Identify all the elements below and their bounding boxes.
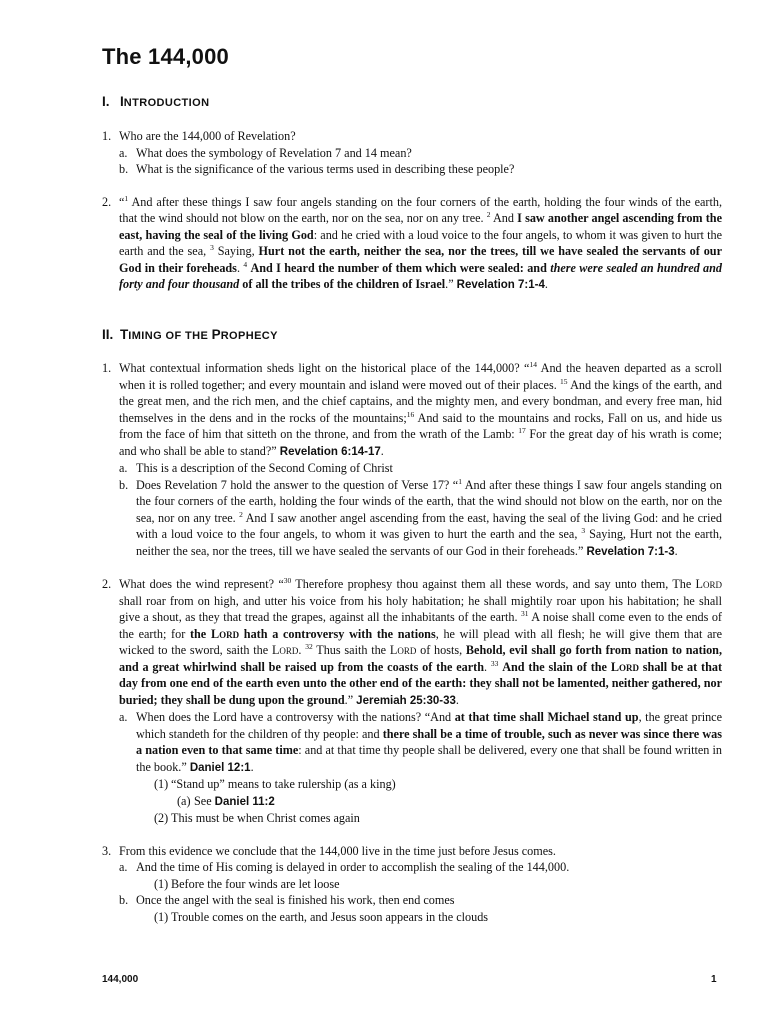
text-run: Hurt not the earth, neither the sea, nor the trees, till we have sealed the servants of our God in their foreheads	[119, 244, 722, 275]
text-run: I saw another angel ascending from the east, having the seal of the living God	[119, 211, 722, 242]
text-run: .	[544, 277, 548, 291]
sub-sub-item: (1) Trouble comes on the earth, and Jesus soon appears in the clouds	[154, 909, 489, 924]
text-run: shall be at that day from one end of the earth even unto the other end of the earth: they shall not be lamented, neither gathered, nor buried; they shall be dung upon the ground	[119, 659, 723, 707]
sub-sub-item: (1) Before the four winds are let loose	[154, 876, 340, 891]
text-run: And after these things I saw four angels standing on the four corners of the earth, holding the four winds of the earth, that the wind should not blow on the earth, nor on the sea, nor on any tree.	[136, 477, 722, 525]
list-item: 2. What does the wind represent? “$^{30}$ Therefore prophesy thou against them all these words, and say unto them, The Lord shall roar from on high, and utter his voice from his holy habitation; he shall mightily roar upon his habitation; he shall give a shout, as they that tread the grapes, against all the inhabitants of the earth. $^{31}$ A noise shall come even to the ends of the earth; for the Lord hath a controversy with the nations, he will plead with all flesh; he will give them that are wicked to the sword, saith the Lord. $^{32}$ Thus saith the Lord of hosts, Behold, evil shall go forth from nation to nation, and a great whirlwind shall be raised up from the coasts of the earth. $^{33}$ And the slain of the Lord shall be at that day from one end of the earth even unto the other end of the earth: they shall not be lamented, neither gathered, nor buried; they shall be dung upon the ground.” Jeremiah 25:30-33. a. When does the Lord have a controversy with the nations? “And at that time shall Michael stand up, the great prince which standeth for the children of thy people: and there shall be a time of trouble, such as never was since there was a nation even to that same time: and at that time thy people shall be delivered, every one that shall be found written in the book.” Daniel 12:1. (1) “Stand up” means to take rulership (as a king) (a) See Daniel 11:2 (2) This must be when Christ comes again	[102, 575, 723, 825]
text-run: Saying,	[213, 244, 259, 258]
sub-item: a. And the time of His coming is delayed in order to accomplish the sealing of the 144,000.	[119, 860, 570, 874]
section-number: II.	[102, 327, 114, 342]
text-run: And the heaven departed as a scroll when it is rolled together; and every mountain and island were moved out of their places.	[119, 361, 722, 392]
text-run: And the slain of the	[502, 659, 611, 674]
sub-item: a. What does the symbology of Revelation 7 and 14 mean?	[119, 145, 412, 160]
text-run: .”	[445, 277, 457, 291]
section-number: I.	[102, 94, 110, 109]
section-timing-body	[102, 360, 722, 925]
text-run: of all the tribes of the children of Israel	[239, 277, 446, 291]
verse-number: 1	[124, 193, 129, 203]
text-run: there shall be a time of trouble, such as never was since there was a nation even to that same time	[136, 726, 722, 757]
scripture-reference: Revelation 7:1-4	[456, 279, 545, 291]
page-title: The 144,000	[102, 44, 229, 69]
section-introduction-body	[102, 128, 722, 294]
verse-number: 32	[305, 641, 313, 651]
verse-number: 14	[529, 359, 537, 369]
scripture-reference: Revelation 7:1-3	[586, 545, 675, 558]
text-run: And after these things I saw four angels standing on the four corners of the earth, holding the four winds of the earth, that the wind should not blow on the earth, nor on the sea, nor on any tree.	[119, 194, 722, 225]
text-run: .	[236, 260, 244, 275]
text-run: A noise shall come even to the ends of the earth; for	[119, 610, 722, 641]
sub-item: b. Once the angel with the seal is finished his work, then end comes	[119, 893, 455, 907]
text-run: .	[380, 443, 384, 458]
verse-number: 2	[486, 209, 491, 219]
text-run: Behold, evil shall go forth from nation to nation, and a great whirlwind shall be raised up from the coasts of the earth	[119, 643, 723, 674]
list-item: 1. Who are the 144,000 of Revelation? a. What does the symbology of Revelation 7 and 14 mean? b. What is the significance of the various terms used in describing these people?	[102, 128, 722, 178]
scripture-quote	[119, 360, 722, 460]
sub-item: a. When does the Lord have a controversy with the nations? “And at that time shall Michael stand up, the great prince which standeth for the children of thy people: and there shall be a time of trouble, such as never was since there was a nation even to that same time: and at that time thy people shall be delivered, every one that shall be found written in the book.” Daniel 12:1.	[119, 710, 723, 774]
text-run: .	[483, 659, 491, 674]
text-run: What contextual information sheds light on the historical place of the 144,000? “	[119, 361, 530, 375]
text-run: Saying, Hurt not the earth, neither the sea, nor the trees, till we have sealed the servants of our God in their foreheads.”	[136, 527, 723, 558]
list-item: 3. From this evidence we conclude that the 144,000 live in the time just before Jesus comes. a. And the time of His coming is delayed in order to accomplish the sealing of the 144,000. (1) Before the four winds are let loose b. Once the angel with the seal is finished his work, then end comes (1) Trouble comes on the earth, and Jesus soon appears in the clouds	[102, 843, 722, 926]
text-run: shall roar from on high, and utter his voice from his holy habitation; he shall mightily roar upon his habitation; he shall give a shout, as they that tread the grapes, against all the inhabitants of the earth.	[119, 593, 722, 624]
verse-number: 17	[518, 425, 526, 435]
text-run: the	[189, 626, 211, 641]
text-run: Lord	[389, 643, 417, 657]
text-run: at that time shall Michael stand up	[454, 710, 639, 724]
scripture-quote	[119, 576, 722, 709]
text-run: .	[298, 643, 306, 657]
text-run: When does the Lord have a controversy with the nations? “And	[136, 710, 455, 724]
sub-sub-item: (2) This must be when Christ comes again	[154, 811, 360, 825]
text-run: Does Revelation 7 hold the answer to the question of Verse 17? “	[136, 477, 459, 492]
verse-number: 33	[490, 658, 499, 668]
section-heading-timing: II. TIMING OF THE PROPHECY	[102, 327, 278, 342]
verse-number: 31	[521, 608, 529, 618]
text-run: of hosts,	[416, 643, 466, 657]
text-run: And I saw another angel ascending from the east, having the seal of the living God: and he cried with a loud voice to the four angels, to whom it was given to hurt the earth and the sea,	[136, 510, 722, 541]
section-heading-introduction: I. INTRODUCTION	[102, 94, 210, 109]
verse-number: 2	[239, 509, 243, 519]
sub-item: a. This is a description of the Second Coming of Christ	[119, 461, 393, 475]
verse-number: 3	[581, 525, 586, 535]
text-run: “	[119, 194, 125, 209]
text-run: Lord	[210, 626, 240, 641]
list-item: 1. What contextual information sheds light on the historical place of the 144,000? “$^{14}$ And the heaven departed as a scroll when it is rolled together; and every mountain and island were moved out of their places. $^{15}$ And the kings of the earth, and the great men, and the rich men, and the chief captains, and the mighty men, and every bondman, and every free man, hid themselves in the dens and in the rocks of the mountains;$^{16}$ And said to the mountains and rocks, Fall on us, and hide us from the face of him that sitteth on the throne, and from the wrath of the Lamb: $^{17}$ For the great day of his wrath is come; and who shall be able to stand?” Revelation 6:14-17. a. This is a description of the Second Coming of Christ b. Does Revelation 7 hold the answer to the question of Verse 17? “$^1$ And after these things I saw four angels standing on the four corners of the earth, holding the four winds of the earth, that the wind should not blow on the earth, nor on the sea, nor on any tree. $^2$ And I saw another angel ascending from the east, having the seal of the living God: and he cried with a loud voice to the four angels, to whom it was given to hurt the earth and the sea, $^3$ Saying, Hurt not the earth, neither the sea, nor the trees, till we have sealed the servants of our God in their foreheads.” Revelation 7:1-3.	[102, 360, 722, 560]
scripture-reference: Daniel 12:1	[189, 761, 251, 774]
scripture-reference: Revelation 6:14-17	[279, 445, 381, 458]
text-run: .	[674, 543, 678, 558]
scripture-reference: Jeremiah 25:30-33	[356, 694, 456, 707]
text-run: .”	[344, 692, 357, 707]
text-run: Lord	[695, 577, 722, 591]
text-run: there were sealed an hundred and forty and four thousand	[119, 260, 723, 291]
verse-number: 16	[406, 409, 415, 419]
text-run: : and at that time thy people shall be delivered, every one that shall be found written in the book.”	[136, 743, 722, 774]
verse-number: 30	[283, 575, 292, 585]
text-run: .	[250, 759, 254, 774]
text-run: , he will plead with all flesh; he will give them that are wicked to the sword, saith the	[119, 626, 722, 657]
footer-title: 144,000	[102, 974, 139, 985]
text-run: Thus saith the	[312, 643, 390, 657]
text-run: Therefore prophesy thou against them all these words, and say unto them, The	[291, 577, 696, 591]
text-run: And the kings of the earth, and the great men, and the rich men, and the chief captains, and the mighty men, and every bondman, and every free man, hid themselves in the dens and in the rocks of the mountains;	[119, 377, 722, 425]
list-item: 2. “$^1$ And after these things I saw four angels standing on the four corners of the earth, holding the four winds of the earth, that the wind should not blow on the earth, nor on the sea, nor on any tree. $^2$ And I saw another angel ascending from the east, having the seal of the living God: and he cried with a loud voice to the four angels, to whom it was given to hurt the earth and the sea, $^3$ Saying, Hurt not the earth, neither the sea, nor the trees, till we have sealed the servants of our God in their foreheads. $^4$ And I heard the number of them which were sealed: and there were sealed an hundred and forty and four thousand of all the tribes of the children of Israel.” Revelation 7:1-4.	[102, 194, 722, 294]
text-run: Lord	[610, 659, 639, 674]
text-run: : and he cried with a loud voice to the four angels, to whom it was given to hurt the earth and the sea,	[119, 227, 723, 258]
text-run: hath a controversy with the nations	[239, 626, 436, 641]
sub-sub-item: (1) “Stand up” means to take rulership (as a king)	[154, 777, 396, 791]
text-run: For the great day of his wrath is come; and who shall be able to stand?”	[119, 427, 722, 458]
text-run: And said to the mountains and rocks, Fall on us, and hide us from the face of him that sitteth on the throne, and from the wrath of the Lamb:	[119, 410, 723, 441]
sub-item: b. What is the significance of the various terms used in describing these people?	[119, 162, 515, 176]
verse-number: 3	[210, 242, 214, 252]
text-run: And I heard the number of them which were sealed: and	[250, 260, 551, 275]
text-run: What does the wind represent? “	[119, 577, 284, 591]
verse-number: 4	[243, 259, 248, 269]
verse-number: 1	[458, 476, 462, 486]
page-number: 1	[711, 974, 717, 985]
text-run: , the great prince which standeth for the children of thy people: and	[136, 710, 723, 741]
text-run: And	[490, 211, 518, 225]
verse-number: 15	[560, 376, 568, 386]
text-run: .	[455, 692, 459, 707]
text-run: Lord	[271, 643, 299, 657]
sub-sub-sub-item: (a) See Daniel 11:2	[177, 793, 275, 808]
sub-item: b. Does Revelation 7 hold the answer to the question of Verse 17? “$^1$ And after these things I saw four angels standing on the four corners of the earth, holding the four winds of the earth, that the wind should not blow on the earth, nor on the sea, nor on any tree. $^2$ And I saw another angel ascending from the east, having the seal of the living God: and he cried with a loud voice to the four angels, to whom it was given to hurt the earth and the sea, $^3$ Saying, Hurt not the earth, neither the sea, nor the trees, till we have sealed the servants of our God in their foreheads.” Revelation 7:1-3.	[119, 476, 723, 558]
scripture-quote	[119, 194, 722, 294]
